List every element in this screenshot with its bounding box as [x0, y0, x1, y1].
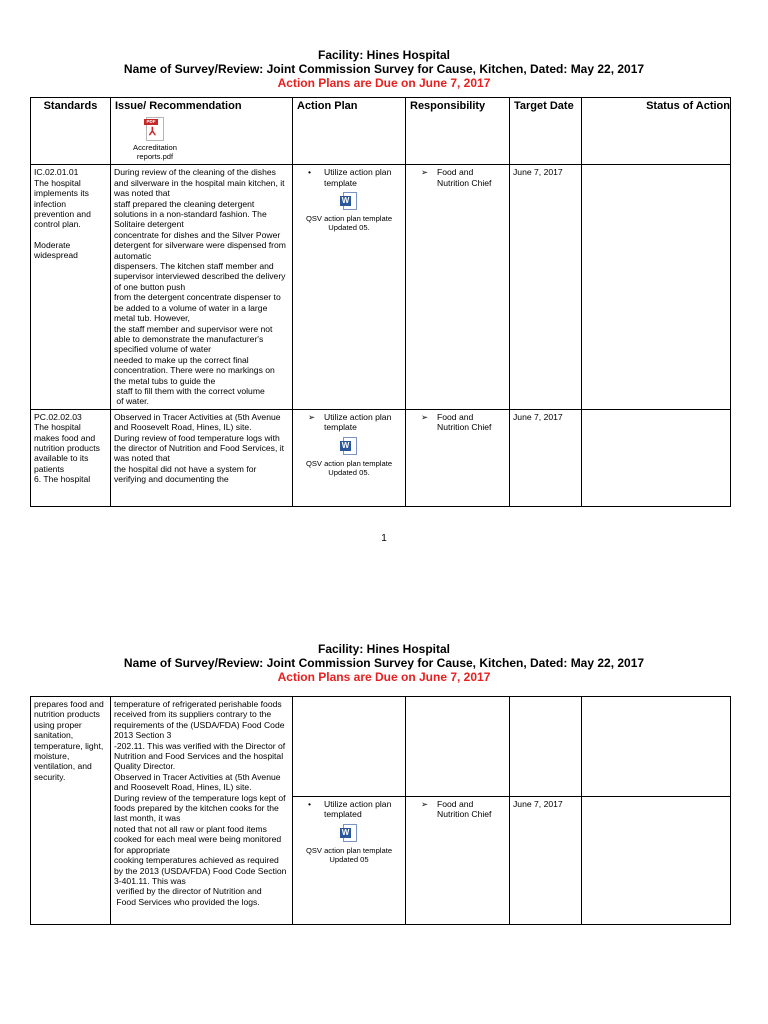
- pdf-icon: PDF ⅄: [144, 117, 166, 141]
- attachment-name: QSV action plan template Updated 05.: [305, 214, 393, 233]
- action-text: Utilize action plan templated: [324, 799, 392, 820]
- table-row: [31, 165, 731, 409]
- attachment-name: QSV action plan template Updated 05: [305, 845, 393, 864]
- target-date-cell: June 7, 2017: [510, 409, 582, 506]
- standard-cell: [31, 409, 111, 506]
- empty-cell: [406, 697, 510, 797]
- col-target-date: Target Date: [510, 98, 582, 165]
- issue-cell: temperature of refrigerated perishable foods received from its suppliers contrary to the requirements of the (USDA/FDA) Food Code 2013 Section 3 -202.11. This was verified with the Director of Nutrition and Food Services and the hospital Quality Director. Observed in Tracer Activities at (5th Avenue and Roosevelt Road, Hines, IL) site. During review of the temperature logs kept of foods prepared by the kitchen cooks for the last month, it was noted that not all raw or plant food items cooked for each meal were being monitored for appropriate cooking temperatures achieved as required by the 2013 (USDA/FDA) Food Code Section 3-401.11. This was verified by the director of Nutrition and Food Services who provided the logs.: [111, 697, 293, 925]
- attachment-name-line1: Accreditation: [133, 143, 177, 153]
- standard-code: PC.02.02.03: [34, 411, 82, 422]
- standard-item: 6. The hospital: [34, 474, 91, 485]
- attachment-name-line2: reports.pdf: [136, 152, 174, 162]
- standard-cell: [31, 165, 111, 409]
- table-row: [31, 409, 731, 506]
- col-issue-label: Issue/ Recommendation: [115, 100, 242, 112]
- responsibility-text: Food and Nutrition Chief: [437, 799, 492, 820]
- responsibility-text: Food and Nutrition Chief: [437, 411, 492, 433]
- action-plan-table: [30, 97, 731, 507]
- action-plan-cell: [293, 797, 406, 925]
- status-cell: [582, 797, 731, 925]
- qsv-template-attachment[interactable]: [296, 437, 402, 477]
- standard-cell: prepares food and nutrition products using proper sanitation, temperature, light, moisture, ventilation, and security.: [31, 697, 111, 925]
- empty-cell: [510, 697, 582, 797]
- arrow-bullet-icon: ➢: [421, 799, 429, 809]
- action-plan-table-continued: [30, 696, 731, 925]
- target-date-cell: June 7, 2017: [510, 797, 582, 925]
- action-text: Utilize action plan template: [324, 167, 392, 188]
- col-responsibility: Responsibility: [406, 98, 510, 165]
- col-standards: Standards: [31, 98, 111, 165]
- responsibility-text: Food and Nutrition Chief: [437, 167, 492, 188]
- standard-text: The hospital implements its infection prevention and control plan.: [34, 177, 91, 230]
- table-header-row: [31, 98, 731, 165]
- issue-cell: During review of the cleaning of the dishes and silverware in the hospital main kitchen, it was noted that staff prepared the cleaning detergent solutions in a non-standard fashion. The Solitaire detergent concentrate for dishes and the Silver Power detergent for silverware were dispensed from automatic dispensers. The kitchen staff member and supervisor interviewed described the delivery of one button push from the detergent concentrate dispenser to be added to a volume of water in a large metal tub. However, the staff member and supervisor were not able to demonstrate the manufacturer's specified volume of water needed to make up the correct final concentration. There were no markings on the metal tubs to guide the staff to fill them with the correct volume of water.: [111, 165, 293, 409]
- accreditation-pdf-attachment[interactable]: [115, 115, 195, 161]
- standard-code: IC.02.01.01: [34, 167, 79, 178]
- empty-cell: [582, 697, 731, 797]
- responsibility-cell: [406, 797, 510, 925]
- qsv-template-attachment[interactable]: [296, 824, 402, 864]
- word-doc-icon: W: [340, 824, 358, 842]
- bullet-icon: •: [308, 799, 312, 809]
- page1-header: [0, 48, 768, 90]
- standard-text: The hospital makes food and nutrition products available to its patients: [34, 422, 100, 474]
- responsibility-cell: [406, 165, 510, 409]
- attachment-name: QSV action plan template Updated 05.: [305, 458, 393, 477]
- due-notice: Action Plans are Due on June 7, 2017: [277, 76, 491, 90]
- survey-title: Name of Survey/Review: Joint Commission Survey for Cause, Kitchen, Dated: May 22, 2017: [123, 62, 645, 76]
- table-row: [31, 697, 731, 797]
- action-plan-cell: [293, 165, 406, 409]
- facility-title: Facility: Hines Hospital: [317, 642, 451, 656]
- word-doc-icon: W: [340, 192, 358, 210]
- col-action-plan: Action Plan: [293, 98, 406, 165]
- qsv-template-attachment[interactable]: [296, 192, 402, 232]
- empty-cell: [293, 697, 406, 797]
- issue-cell: Observed in Tracer Activities at (5th Avenue and Roosevelt Road, Hines, IL) site. During review of food temperature logs with the director of Nutrition and Food Services, it was noted that the hospital did not have a system for verifying and documenting the: [111, 409, 293, 506]
- col-issue: [111, 98, 293, 165]
- action-plan-cell: [293, 409, 406, 506]
- facility-title: Facility: Hines Hospital: [317, 48, 451, 62]
- bullet-icon: •: [308, 167, 312, 178]
- severity: Moderate widespread: [34, 239, 78, 261]
- status-cell: [582, 409, 731, 506]
- responsibility-cell: [406, 409, 510, 506]
- page2-header: [0, 642, 768, 684]
- survey-title: Name of Survey/Review: Joint Commission Survey for Cause, Kitchen, Dated: May 22, 2017: [123, 656, 645, 670]
- page-number: 1: [381, 533, 387, 544]
- arrow-bullet-icon: ➢: [308, 411, 316, 422]
- target-date-cell: June 7, 2017: [510, 165, 582, 409]
- due-notice: Action Plans are Due on June 7, 2017: [277, 670, 491, 684]
- arrow-bullet-icon: ➢: [421, 167, 429, 178]
- arrow-bullet-icon: ➢: [421, 411, 429, 422]
- word-doc-icon: W: [340, 437, 358, 455]
- status-cell: [582, 165, 731, 409]
- action-text: Utilize action plan template: [324, 411, 392, 433]
- col-status: Status of Action: [582, 98, 731, 165]
